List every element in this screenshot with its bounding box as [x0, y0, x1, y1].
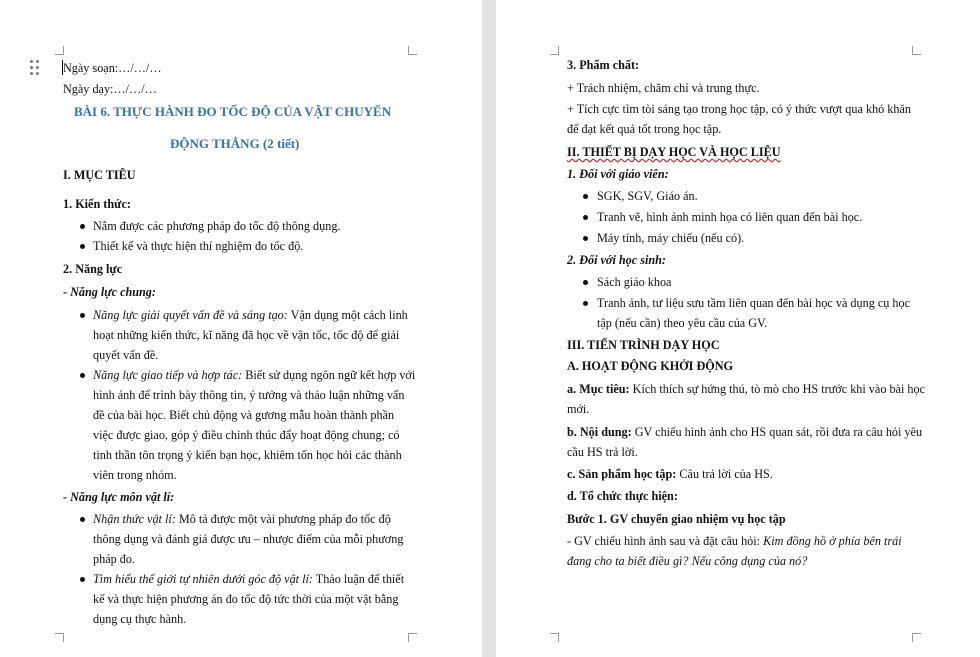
teacher-item-1: SGK, SGV, Giáo án. — [597, 189, 698, 203]
general-item-2-line6: viên trong nhóm. — [93, 468, 177, 482]
general-item-2-line1 — [93, 367, 415, 383]
competence-heading: 2. Năng lực — [63, 262, 123, 276]
margin-corner-mark — [912, 633, 921, 642]
date-prepare: Ngày soạn:…/…/… — [63, 61, 162, 75]
student-item-2-line1: Tranh ảnh, tư liệu sưu tầm liên quan đến bài học và dụng cụ học — [597, 296, 910, 310]
quality-heading: 3. Phẩm chất: — [567, 58, 640, 72]
physics-item-1-label: Nhận thức vật lí: — [93, 512, 176, 526]
bullet-icon — [583, 215, 588, 220]
section-heading-equipment-text: II. THIẾT BỊ DẠY HỌC VÀ HỌC LIỆU — [567, 145, 781, 159]
general-item-1-line2: hoạt những kiến thức, kĩ năng đã học về vận tốc, tốc độ để giải — [93, 328, 400, 342]
content-line1 — [567, 424, 922, 440]
goal-label: a. Mục tiêu: — [567, 382, 630, 396]
physics-item-2-text: Thảo luận để thiết — [312, 572, 405, 586]
content-line2: cầu HS trả lời. — [567, 445, 638, 459]
content-text: GV chiếu hình ảnh cho HS quan sát, rồi đưa ra câu hỏi yêu — [631, 425, 923, 439]
physics-item-2-label: Tìm hiểu thế giới tự nhiên dưới góc độ vật lí: — [93, 572, 313, 586]
physics-competence-heading: - Năng lực môn vật lí: — [63, 490, 175, 504]
goal-text: Kích thích sự hứng thú, tò mò cho HS trước khi vào bài học — [629, 382, 925, 396]
physics-item-2-line2: kế và thực hiện phương án đo tốc độ tức thời của một vật bằng — [93, 592, 399, 606]
knowledge-item-1: Nắm được các phương pháp đo tốc độ thông dụng. — [93, 219, 341, 233]
step-1-text-line1 — [567, 533, 902, 549]
margin-corner-mark — [55, 633, 64, 642]
document-page-left[interactable] — [0, 0, 482, 657]
general-item-1-line1 — [93, 307, 408, 323]
general-item-1-line3: quyết vấn đề. — [93, 348, 159, 362]
physics-item-1-line2: thông dụng và đánh giá được ưu – nhược điểm của mỗi phương — [93, 532, 404, 546]
step-1-text-plain: - GV chiếu hình ảnh sau và đặt câu hỏi: — [567, 534, 764, 548]
general-item-2-line3: đề của bài học. Biết chủ động và gương mẫu hoàn thành phần — [93, 408, 395, 422]
bullet-icon — [80, 244, 85, 249]
general-item-2-line2: hình ảnh để trình bày thông tin, ý tưởng và thảo luận những vấn — [93, 388, 405, 402]
bullet-icon — [583, 301, 588, 306]
product-label: c. Sản phẩm học tập: — [567, 467, 677, 481]
teacher-item-2: Tranh vẽ, hình ảnh minh họa có liên quan đến bài học. — [597, 210, 863, 224]
quality-item-2-line1: + Tích cực tìm tòi sáng tạo trong học tập, có ý thức vượt qua khó khăn — [567, 102, 911, 116]
bullet-icon — [80, 313, 85, 318]
section-heading-objectives: I. MỤC TIÊU — [63, 168, 136, 182]
page-gutter — [482, 0, 496, 657]
general-item-1-text: Vận dụng một cách linh — [287, 308, 408, 322]
lesson-title-line2: ĐỘNG THẲNG (2 tiết) — [170, 136, 300, 151]
document-page-right[interactable] — [496, 0, 980, 657]
student-item-2-line2: tập (nếu cần) theo yêu cầu của GV. — [597, 316, 768, 330]
general-item-2-line5: tinh thần tôn trọng ý kiến bạn học, khiêm tốn học hỏi các thành — [93, 448, 402, 462]
activity-a-heading: A. HOẠT ĐỘNG KHỞI ĐỘNG — [567, 359, 734, 373]
lesson-title-line1: BÀI 6. THỰC HÀNH ĐO TỐC ĐỘ CỦA VẬT CHUYỂN — [74, 104, 392, 119]
margin-corner-mark — [408, 46, 417, 55]
bullet-icon — [583, 194, 588, 199]
physics-item-1-line3: pháp đo. — [93, 552, 135, 566]
general-item-2-line4: việc được giao, góp ý điều chỉnh thúc đẩy hoạt động chung; có — [93, 428, 400, 442]
bullet-icon — [80, 373, 85, 378]
step-1-question: Kim đồng hồ ở phía bên trái — [763, 534, 902, 548]
teacher-item-3: Máy tính, máy chiếu (nếu có). — [597, 231, 745, 245]
bullet-icon — [80, 577, 85, 582]
goal-line2: mới. — [567, 402, 590, 416]
quality-item-1: + Trách nhiệm, chăm chỉ và trung thực. — [567, 81, 760, 95]
margin-corner-mark — [550, 46, 559, 55]
student-heading: 2. Đối với học sinh: — [567, 253, 666, 267]
step-1-heading: Bước 1. GV chuyển giao nhiệm vụ học tập — [567, 512, 786, 526]
physics-item-1-text: Mô tả được một vài phương pháp đo tốc độ — [175, 512, 391, 526]
general-item-1-label: Năng lực giải quyết vấn đề và sáng tạo: — [93, 308, 288, 322]
physics-item-1-line1 — [93, 511, 391, 527]
bullet-icon — [583, 280, 588, 285]
drag-handle-icon[interactable] — [30, 60, 40, 76]
bullet-icon — [583, 236, 588, 241]
general-item-2-label: Năng lực giao tiếp và hợp tác: — [93, 368, 243, 382]
quality-item-2-line2: để đạt kết quả tốt trong học tập. — [567, 122, 722, 136]
product-line — [567, 466, 773, 482]
knowledge-item-2: Thiết kế và thực hiện thí nghiệm đo tốc độ. — [93, 239, 304, 253]
general-competence-heading: - Năng lực chung: — [63, 285, 156, 299]
step-1-text-line2: đang cho ta biết điều gì? Nếu công dụng của nó? — [567, 554, 808, 568]
date-teach: Ngày dạy:…/…/… — [63, 82, 157, 96]
general-item-2-text: Biết sử dụng ngôn ngữ kết hợp với — [242, 368, 416, 382]
margin-corner-mark — [912, 46, 921, 55]
margin-corner-mark — [550, 633, 559, 642]
section-heading-equipment — [567, 144, 781, 160]
margin-corner-mark — [408, 633, 417, 642]
physics-item-2-line1 — [93, 571, 404, 587]
section-heading-process: III. TIẾN TRÌNH DẠY HỌC — [567, 338, 720, 352]
bullet-icon — [80, 517, 85, 522]
organization-heading: d. Tổ chức thực hiện: — [567, 489, 678, 503]
physics-item-2-line3: dụng cụ thực hành. — [93, 612, 187, 626]
bullet-icon — [80, 224, 85, 229]
knowledge-heading: 1. Kiến thức: — [63, 197, 131, 211]
product-text: Câu trả lời của HS. — [676, 467, 773, 481]
content-label: b. Nội dung: — [567, 425, 632, 439]
goal-line1 — [567, 381, 925, 397]
margin-corner-mark — [55, 46, 64, 55]
teacher-heading: 1. Đối với giáo viên: — [567, 167, 669, 181]
student-item-1: Sách giáo khoa — [597, 275, 672, 289]
